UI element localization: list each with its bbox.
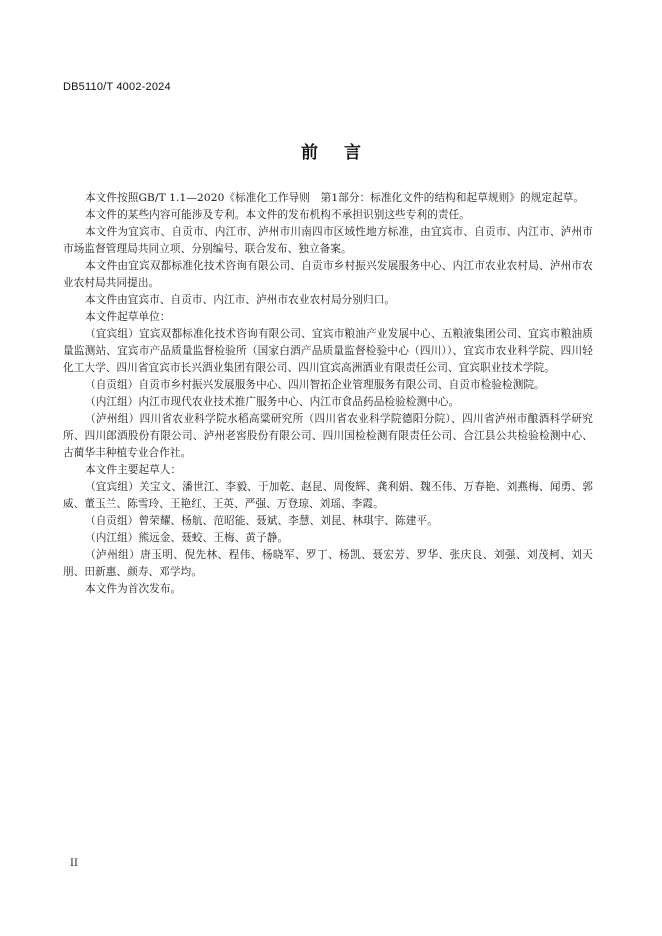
paragraph-units-zigong: （自贡组）自贡市乡村振兴发展服务中心、四川智拓企业管理服务有限公司、自贡市检验检测院。 xyxy=(85,379,545,391)
paragraph-drafters-heading: 本文件主要起草人： xyxy=(85,464,182,476)
paragraph-regional-standard: 本文件为宜宾市、自贡市、内江市、泸州市川南四市区域性地方标准，由宜宾市、自贡市、内江市、泸州市市场监督管理局共同立项、分别编号、联合发布、独立备案。 xyxy=(63,226,593,255)
page-number: II xyxy=(70,858,78,869)
paragraph-proposed-by: 本文件由宜宾双都标准化技术咨询有限公司、自贡市乡村振兴发展服务中心、内江市农业农村局、泸州市农业农村局共同提出。 xyxy=(63,260,593,289)
paragraph-drafters-yibin: （宜宾组）关宝文、潘世江、李毅、于加乾、赵昆、周俊辉、龚利娟、魏丕伟、万春艳、刘燕梅、闻勇、郭威、董玉兰、陈雪玲、王艳红、王英、严强、万登琼、刘瑶、李霞。 xyxy=(63,481,593,510)
paragraph-drafters-neijiang: （内江组）熊远金、聂蛟、王梅、黄子静。 xyxy=(85,532,289,544)
document-code: DB5110/T 4002-2024 xyxy=(63,81,171,93)
paragraph-patent-notice: 本文件的某些内容可能涉及专利。本文件的发布机构不承担识别这些专利的责任。 xyxy=(85,209,470,221)
paragraph-drafters-luzhou: （泸州组）唐玉明、倪先林、程伟、杨晓军、罗丁、杨凯、聂宏芳、罗华、张庆良、刘强、刘茂柯、刘天朋、田新惠、颜寿、邓学均。 xyxy=(63,549,593,578)
paragraph-managed-by: 本文件由宜宾市、自贡市、内江市、泸州市农业农村局分别归口。 xyxy=(85,294,396,306)
paragraph-drafters-zigong: （自贡组）曾荣耀、杨航、范昭能、聂斌、李慧、刘昆、林琪宇、陈建平。 xyxy=(85,515,438,527)
paragraph-units-luzhou: （泸州组）四川省农业科学院水稻高粱研究所（四川省农业科学院德阳分院）、四川省泸州市酿酒科学研究所、四川郎酒股份有限公司、泸州老窖股份有限公司、四川国检检测有限责任公司、合江县公共检验检测中心、古蔺华丰种植专业合作社。 xyxy=(63,413,593,459)
paragraph-drafting-units-heading: 本文件起草单位： xyxy=(85,311,171,323)
page-title: 前言 xyxy=(301,143,387,163)
paragraph-drafting-rules: 本文件按照GB/T 1.1—2020《标准化工作导则 第1部分：标准化文件的结构和起草规则》的规定起草。 xyxy=(85,192,585,204)
paragraph-first-release: 本文件为首次发布。 xyxy=(85,583,182,595)
foreword-body xyxy=(63,190,593,598)
paragraph-units-yibin: （宜宾组）宜宾双都标准化技术咨询有限公司、宜宾市粮油产业发展中心、五粮液集团公司、宜宾市粮油质量监测站、宜宾市产品质量监督检验所（国家白酒产品质量监督检验中心（四川））、宜宾市农业科学院、四川轻化工大学、四川省宜宾市长兴酒业集团有限公司、四川宜宾高洲酒业有限责任公司、宜宾职业技术学院。 xyxy=(63,328,593,374)
paragraph-units-neijiang: （内江组）内江市现代农业技术推广服务中心、内江市食品药品检验检测中心。 xyxy=(85,396,460,408)
